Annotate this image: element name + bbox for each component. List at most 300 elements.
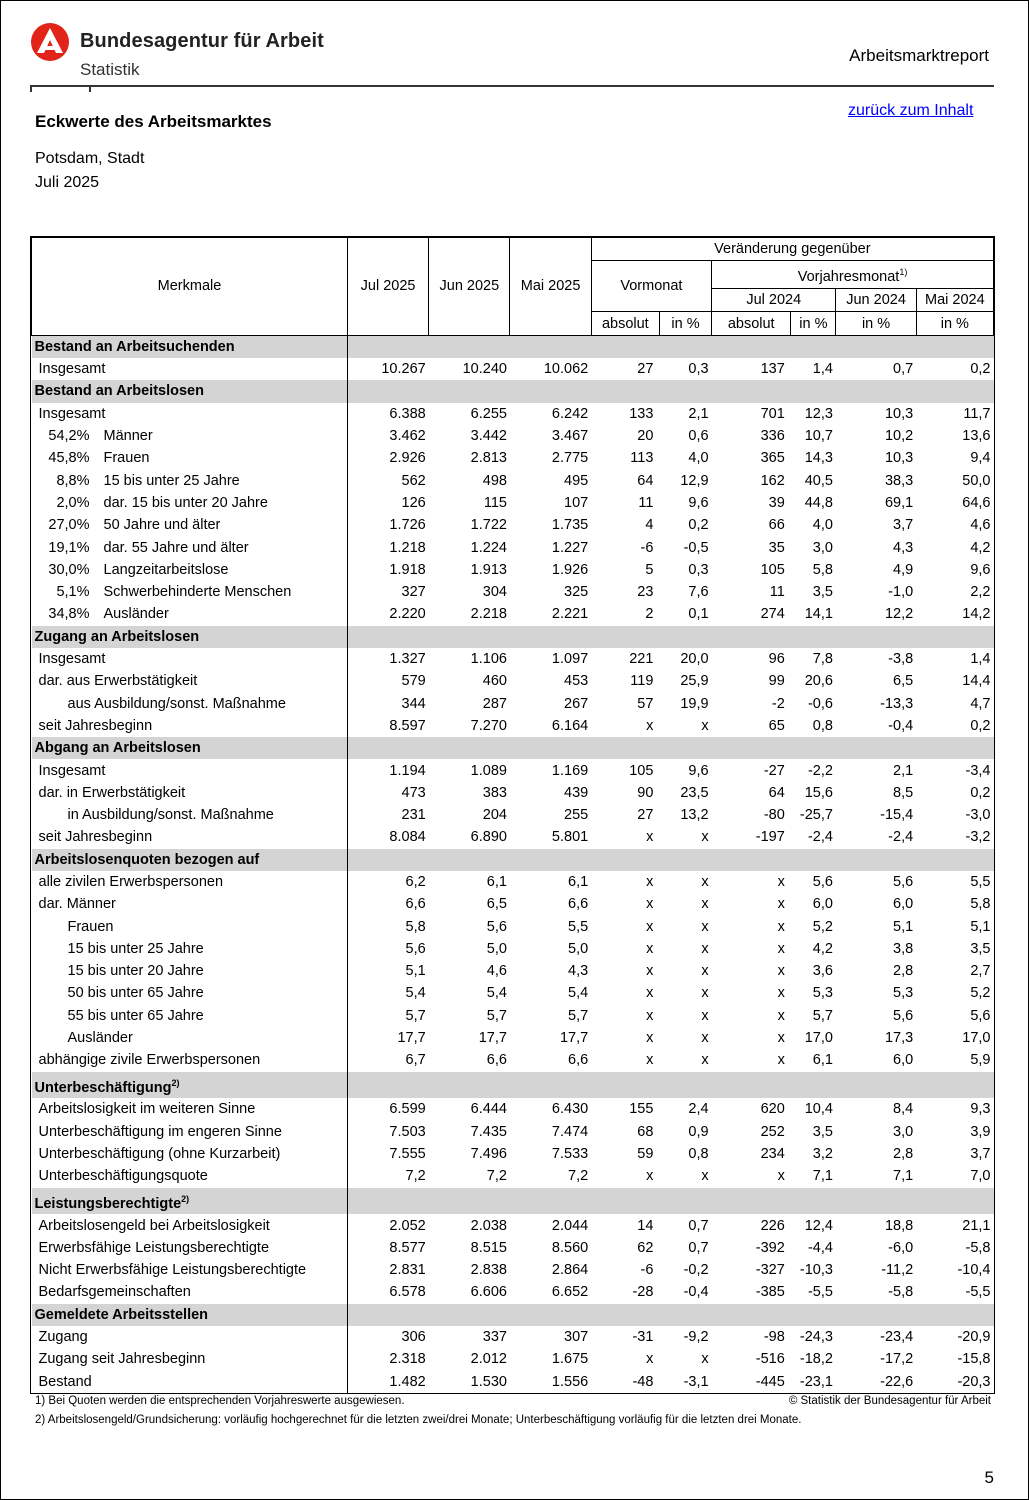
value-cell: 8,4 xyxy=(893,1101,914,1118)
share-percent: 45,8% xyxy=(48,450,90,467)
value-cell: -10,4 xyxy=(957,1262,991,1279)
section-header-cell xyxy=(916,335,993,358)
value-cell: 4,0 xyxy=(688,450,709,467)
value-cell: 5,8 xyxy=(812,561,833,578)
value-cell: 6,1 xyxy=(486,873,507,890)
section-header-cell xyxy=(429,335,510,358)
row-label: 30,0% Langzeitarbeitslose xyxy=(32,559,348,581)
value-cell: x xyxy=(646,985,654,1002)
section-header-cell xyxy=(510,380,591,402)
value-cell: 231 xyxy=(347,804,428,826)
section-title: Bestand an Arbeitslosen xyxy=(32,380,348,402)
value-cell: 7.270 xyxy=(470,717,507,734)
row-label: Unterbeschäftigung (ohne Kurzarbeit) xyxy=(38,1146,281,1163)
value-cell: 2.318 xyxy=(347,1348,428,1370)
value-cell: 579 xyxy=(347,670,428,692)
value-cell: 5,8 xyxy=(970,896,991,913)
section-header-cell xyxy=(659,1304,711,1326)
value-cell: 9,3 xyxy=(970,1101,991,1118)
section-title: Bestand an Arbeitsuchenden xyxy=(32,335,348,358)
section-header-cell xyxy=(659,626,711,648)
section-header-cell xyxy=(916,1188,993,1215)
value-cell: 453 xyxy=(564,673,589,690)
value-cell: 10.267 xyxy=(347,358,428,380)
value-cell: 57 xyxy=(637,695,654,712)
value-cell: 2,8 xyxy=(893,963,914,980)
value-cell: 8,5 xyxy=(893,784,914,801)
value-cell: 6,7 xyxy=(347,1049,428,1071)
value-cell: 68 xyxy=(637,1123,654,1140)
value-cell: 96 xyxy=(768,651,785,668)
value-cell: 5 xyxy=(645,561,654,578)
value-cell: x xyxy=(646,829,654,846)
value-cell: 99 xyxy=(768,673,785,690)
value-cell: 1.218 xyxy=(347,536,428,558)
value-cell: 113 xyxy=(630,450,654,467)
section-header-cell xyxy=(791,626,836,648)
table-row xyxy=(32,447,994,469)
value-cell: 2.775 xyxy=(551,450,589,467)
value-cell: 5,6 xyxy=(812,873,833,890)
value-cell: 6,1 xyxy=(812,1052,833,1069)
value-cell: -6 xyxy=(640,1262,654,1279)
value-cell: 460 xyxy=(482,673,507,690)
row-label: Erwerbsfähige Leistungsberechtigte xyxy=(38,1239,270,1256)
value-cell: 5,9 xyxy=(970,1052,991,1069)
row-label: 55 bis unter 65 Jahre xyxy=(67,1007,204,1024)
value-cell: 90 xyxy=(637,784,654,801)
section-header-cell xyxy=(347,335,428,358)
value-cell: 7.533 xyxy=(551,1146,589,1163)
value-cell: -23,1 xyxy=(799,1373,833,1390)
value-cell: x xyxy=(777,1168,785,1185)
section-header xyxy=(32,1304,994,1326)
header-in-pct: in % xyxy=(916,312,993,335)
row-label: 50 bis unter 65 Jahre xyxy=(67,985,204,1002)
value-cell: 10,4 xyxy=(804,1101,833,1118)
value-cell: -3,8 xyxy=(888,651,914,668)
section-header-cell xyxy=(712,1304,791,1326)
value-cell: x xyxy=(777,1052,785,1069)
value-cell: -0,4 xyxy=(888,717,914,734)
value-cell: 2,1 xyxy=(893,762,914,779)
section-title: Gemeldete Arbeitsstellen xyxy=(32,1304,348,1326)
value-cell: -98 xyxy=(763,1328,785,1345)
share-percent: 30,0% xyxy=(48,561,90,578)
value-cell: 20,6 xyxy=(804,673,833,690)
value-cell: x xyxy=(701,940,709,957)
value-cell: 14,3 xyxy=(804,450,833,467)
section-header-cell xyxy=(836,1304,916,1326)
value-cell: 5,7 xyxy=(486,1007,507,1024)
value-cell: x xyxy=(646,1052,654,1069)
section-header-cell xyxy=(836,380,916,402)
value-cell: 5.801 xyxy=(551,829,589,846)
section-header-cell xyxy=(347,626,428,648)
value-cell: -2,2 xyxy=(807,762,833,779)
section-header-cell xyxy=(791,849,836,871)
value-cell: 226 xyxy=(760,1217,785,1234)
value-cell: 6.606 xyxy=(470,1284,507,1301)
value-cell: 5,1 xyxy=(970,918,991,935)
section-header-cell xyxy=(791,1072,836,1099)
value-cell: 4 xyxy=(645,517,654,534)
table-row xyxy=(32,559,994,581)
header-rule-tick xyxy=(30,85,32,92)
value-cell: 13,6 xyxy=(962,428,991,445)
period-label: Juli 2025 xyxy=(35,174,100,191)
section-header-cell xyxy=(836,849,916,871)
value-cell: 1.926 xyxy=(551,561,589,578)
value-cell: 21,1 xyxy=(962,1217,991,1234)
section-header-cell xyxy=(510,1188,591,1215)
value-cell: x xyxy=(777,940,785,957)
value-cell: 495 xyxy=(564,472,589,489)
value-cell: -516 xyxy=(755,1351,785,1368)
value-cell: -327 xyxy=(755,1262,785,1279)
value-cell: -20,9 xyxy=(957,1328,991,1345)
table-row xyxy=(32,1049,994,1071)
value-cell: 2.221 xyxy=(551,606,589,623)
region-label: Potsdam, Stadt xyxy=(35,150,145,167)
value-cell: 5,1 xyxy=(347,960,428,982)
value-cell: 1.169 xyxy=(551,762,589,779)
value-cell: 3.442 xyxy=(470,428,507,445)
value-cell: 66 xyxy=(768,517,785,534)
value-cell: 7,1 xyxy=(812,1168,833,1185)
value-cell: 255 xyxy=(564,807,589,824)
section-header-cell xyxy=(659,737,711,759)
table-row xyxy=(32,759,994,781)
value-cell: 6,0 xyxy=(893,896,914,913)
copyright: © Statistik der Bundesagentur für Arbeit xyxy=(788,1395,991,1407)
value-cell: -0,5 xyxy=(683,539,709,556)
value-cell: 6.242 xyxy=(551,405,589,422)
value-cell: x xyxy=(701,1351,709,1368)
value-cell: -20,3 xyxy=(957,1373,991,1390)
row-label: 8,8% 15 bis unter 25 Jahre xyxy=(32,470,348,492)
value-cell: 2.012 xyxy=(470,1351,507,1368)
value-cell: x xyxy=(646,1007,654,1024)
section-header-cell xyxy=(347,849,428,871)
section-header-cell xyxy=(591,380,659,402)
section-header-cell xyxy=(916,849,993,871)
value-cell: 7.503 xyxy=(347,1121,428,1143)
value-cell: 0,7 xyxy=(688,1239,709,1256)
footnote-2: 2) Arbeitslosengeld/Grundsicherung: vorläufig hochgerechnet für die letzten zwei/drei Monate; Unterbeschäftigung vorläufig für die letzten drei Monate. xyxy=(35,1414,802,1426)
section-header-cell xyxy=(429,737,510,759)
value-cell: 38,3 xyxy=(884,472,914,489)
value-cell: 12,2 xyxy=(884,606,914,623)
value-cell: -3,0 xyxy=(965,807,991,824)
section-title: Arbeitslosenquoten bezogen auf xyxy=(32,849,348,871)
section-header-cell xyxy=(791,335,836,358)
header-in-pct: in % xyxy=(659,312,711,335)
value-cell: x xyxy=(646,717,654,734)
table-row xyxy=(32,1165,994,1187)
value-cell: -1,0 xyxy=(888,584,914,601)
section-header-cell xyxy=(712,626,791,648)
value-cell: x xyxy=(701,1052,709,1069)
value-cell: 5,6 xyxy=(347,938,428,960)
value-cell: 325 xyxy=(564,584,589,601)
value-cell: 5,3 xyxy=(812,985,833,1002)
value-cell: 14,1 xyxy=(804,606,833,623)
value-cell: 2,8 xyxy=(893,1146,914,1163)
value-cell: 119 xyxy=(630,673,654,690)
row-label: Insgesamt xyxy=(38,405,106,422)
row-label: 15 bis unter 20 Jahre xyxy=(67,963,204,980)
value-cell: -392 xyxy=(755,1239,785,1256)
value-cell: 10,7 xyxy=(804,428,833,445)
value-cell: x xyxy=(777,873,785,890)
value-cell: 5,4 xyxy=(568,985,589,1002)
share-percent: 19,1% xyxy=(48,539,90,556)
value-cell: 1,4 xyxy=(812,361,833,378)
header-jul-2024: Jul 2024 xyxy=(712,289,836,312)
value-cell: 3,5 xyxy=(812,1123,833,1140)
section-header-cell xyxy=(591,737,659,759)
value-cell: 155 xyxy=(629,1101,654,1118)
row-label: 19,1% dar. 55 Jahre und älter xyxy=(32,536,348,558)
share-percent: 34,8% xyxy=(48,606,90,623)
value-cell: -6,0 xyxy=(888,1239,914,1256)
row-label: Zugang xyxy=(38,1328,88,1345)
value-cell: 7,8 xyxy=(812,651,833,668)
value-cell: -9,2 xyxy=(683,1328,709,1345)
table-row xyxy=(32,1237,994,1259)
value-cell: 10,2 xyxy=(884,428,914,445)
section-header xyxy=(32,626,994,648)
value-cell: 6,1 xyxy=(568,873,589,890)
value-cell: 2.044 xyxy=(551,1217,589,1234)
value-cell: 65 xyxy=(768,717,785,734)
row-label: Zugang seit Jahresbeginn xyxy=(38,1351,206,1368)
share-percent: 2,0% xyxy=(56,494,90,511)
value-cell: -2 xyxy=(771,695,785,712)
section-header xyxy=(32,1188,994,1215)
row-label: Arbeitslosigkeit im weiteren Sinne xyxy=(38,1101,256,1118)
value-cell: 11 xyxy=(638,494,654,511)
value-cell: 3,6 xyxy=(812,963,833,980)
value-cell: 274 xyxy=(760,606,785,623)
value-cell: x xyxy=(646,896,654,913)
value-cell: 14,2 xyxy=(962,606,991,623)
value-cell: 6,6 xyxy=(486,1052,507,1069)
header-merkmale: Merkmale xyxy=(32,238,348,336)
table-row xyxy=(32,826,994,848)
row-label: Frauen xyxy=(67,918,114,935)
table-row xyxy=(32,804,994,826)
value-cell: 3,0 xyxy=(893,1123,914,1140)
table-row xyxy=(32,938,994,960)
table-row xyxy=(32,1281,994,1303)
value-cell: 4,3 xyxy=(568,963,589,980)
table-row xyxy=(32,403,994,425)
value-cell: x xyxy=(701,1007,709,1024)
back-to-contents-link[interactable]: zurück zum Inhalt xyxy=(848,102,974,119)
value-cell: 620 xyxy=(760,1101,785,1118)
value-cell: 0,3 xyxy=(688,561,709,578)
value-cell: -27 xyxy=(763,762,785,779)
value-cell: 2.218 xyxy=(470,606,507,623)
value-cell: 40,5 xyxy=(804,472,833,489)
section-header-cell xyxy=(510,626,591,648)
value-cell: 17,3 xyxy=(884,1030,914,1047)
value-cell: -13,3 xyxy=(880,695,914,712)
value-cell: 10,3 xyxy=(884,405,914,422)
value-cell: 337 xyxy=(482,1328,507,1345)
row-label: Bedarfsgemeinschaften xyxy=(38,1284,191,1301)
value-cell: 1.530 xyxy=(470,1373,507,1390)
value-cell: 5,5 xyxy=(970,873,991,890)
value-cell: -24,3 xyxy=(799,1328,833,1345)
table-row xyxy=(32,782,994,804)
value-cell: 306 xyxy=(347,1326,428,1348)
value-cell: 23,5 xyxy=(680,784,709,801)
value-cell: -25,7 xyxy=(799,807,833,824)
section-header-cell xyxy=(836,1188,916,1215)
value-cell: 6,6 xyxy=(568,1052,589,1069)
section-header-cell xyxy=(659,380,711,402)
value-cell: 6.890 xyxy=(470,829,507,846)
value-cell: 2,2 xyxy=(970,584,991,601)
value-cell: 6.444 xyxy=(470,1101,507,1118)
value-cell: 107 xyxy=(564,494,589,511)
value-cell: 20,0 xyxy=(680,651,709,668)
value-cell: 1.722 xyxy=(470,517,507,534)
value-cell: 5,2 xyxy=(812,918,833,935)
value-cell: 473 xyxy=(347,782,428,804)
row-label: dar. in Erwerbstätigkeit xyxy=(38,784,186,801)
header-mai-2024: Mai 2024 xyxy=(916,289,993,312)
value-cell: x xyxy=(701,1030,709,1047)
value-cell: 6.578 xyxy=(347,1281,428,1303)
table-row xyxy=(32,470,994,492)
value-cell: 2.926 xyxy=(347,447,428,469)
value-cell: 2 xyxy=(645,606,654,623)
table-row xyxy=(32,1143,994,1165)
value-cell: 10.240 xyxy=(462,361,507,378)
value-cell: 287 xyxy=(482,695,507,712)
value-cell: 23 xyxy=(637,584,654,601)
value-cell: 18,8 xyxy=(884,1217,914,1234)
value-cell: 5,5 xyxy=(568,918,589,935)
value-cell: -197 xyxy=(755,829,785,846)
value-cell: 5,6 xyxy=(486,918,507,935)
value-cell: -15,8 xyxy=(957,1351,991,1368)
table-row xyxy=(32,1214,994,1236)
header-jun-2024: Jun 2024 xyxy=(836,289,916,312)
row-label: Unterbeschäftigung im engeren Sinne xyxy=(38,1123,282,1140)
value-cell: 204 xyxy=(482,807,507,824)
value-cell: 9,6 xyxy=(970,561,991,578)
value-cell: x xyxy=(777,1030,785,1047)
value-cell: 12,9 xyxy=(680,472,709,489)
value-cell: x xyxy=(701,918,709,935)
value-cell: 234 xyxy=(760,1146,785,1163)
value-cell: 6,0 xyxy=(812,896,833,913)
table-row xyxy=(32,581,994,603)
value-cell: 12,3 xyxy=(804,405,833,422)
value-cell: 5,2 xyxy=(970,985,991,1002)
value-cell: 4,6 xyxy=(970,517,991,534)
section-header-cell xyxy=(659,335,711,358)
section-header-cell xyxy=(510,335,591,358)
value-cell: x xyxy=(777,1007,785,1024)
value-cell: 10,3 xyxy=(884,450,914,467)
value-cell: 2,4 xyxy=(688,1101,709,1118)
header-in-pct: in % xyxy=(791,312,836,335)
value-cell: 8.560 xyxy=(551,1239,589,1256)
value-cell: 0,7 xyxy=(688,1217,709,1234)
value-cell: 14,4 xyxy=(962,673,991,690)
table-header xyxy=(32,238,994,336)
value-cell: 5,8 xyxy=(347,915,428,937)
value-cell: 5,0 xyxy=(568,940,589,957)
value-cell: 2.838 xyxy=(470,1262,507,1279)
value-cell: 6.255 xyxy=(470,405,507,422)
table-row xyxy=(32,871,994,893)
section-header xyxy=(32,380,994,402)
value-cell: 5,6 xyxy=(970,1007,991,1024)
section-header-cell xyxy=(916,1072,993,1099)
value-cell: 2.220 xyxy=(347,603,428,625)
section-header-cell xyxy=(836,1072,916,1099)
table-row xyxy=(32,648,994,670)
value-cell: 701 xyxy=(760,405,785,422)
section-header-cell xyxy=(916,737,993,759)
table-row xyxy=(32,893,994,915)
value-cell: 59 xyxy=(637,1146,654,1163)
row-label: seit Jahresbeginn xyxy=(38,829,153,846)
value-cell: 0,7 xyxy=(893,361,914,378)
table-row xyxy=(32,536,994,558)
value-cell: -23,4 xyxy=(880,1328,914,1345)
value-cell: 7.435 xyxy=(470,1123,507,1140)
value-cell: 1.327 xyxy=(347,648,428,670)
value-cell: 27 xyxy=(637,361,654,378)
footnote-1: 1) Bei Quoten werden die entsprechenden Vorjahreswerte ausgewiesen. xyxy=(35,1395,405,1407)
section-header-cell xyxy=(712,849,791,871)
header-rule-tick xyxy=(89,85,91,92)
value-cell: 0,9 xyxy=(688,1123,709,1140)
value-cell: -31 xyxy=(632,1328,654,1345)
section-header-cell xyxy=(591,335,659,358)
section-header-cell xyxy=(347,1072,428,1099)
section-header-cell xyxy=(712,380,791,402)
section-header-cell xyxy=(429,380,510,402)
value-cell: 115 xyxy=(483,494,507,511)
value-cell: 1.227 xyxy=(551,539,589,556)
section-header-cell xyxy=(791,380,836,402)
section-header-cell xyxy=(429,1072,510,1099)
value-cell: 162 xyxy=(760,472,785,489)
value-cell: 7,2 xyxy=(568,1168,589,1185)
section-header-cell xyxy=(510,1072,591,1099)
value-cell: 35 xyxy=(768,539,785,556)
header-jun-2025: Jun 2025 xyxy=(429,238,510,336)
table-row xyxy=(32,1027,994,1049)
table-row xyxy=(32,1348,994,1370)
value-cell: x xyxy=(646,918,654,935)
value-cell: 365 xyxy=(760,450,785,467)
value-cell: 10.062 xyxy=(543,361,589,378)
value-cell: 2.813 xyxy=(470,450,507,467)
value-cell: 7.474 xyxy=(551,1123,589,1140)
value-cell: 6.388 xyxy=(347,403,428,425)
value-cell: -22,6 xyxy=(880,1373,914,1390)
